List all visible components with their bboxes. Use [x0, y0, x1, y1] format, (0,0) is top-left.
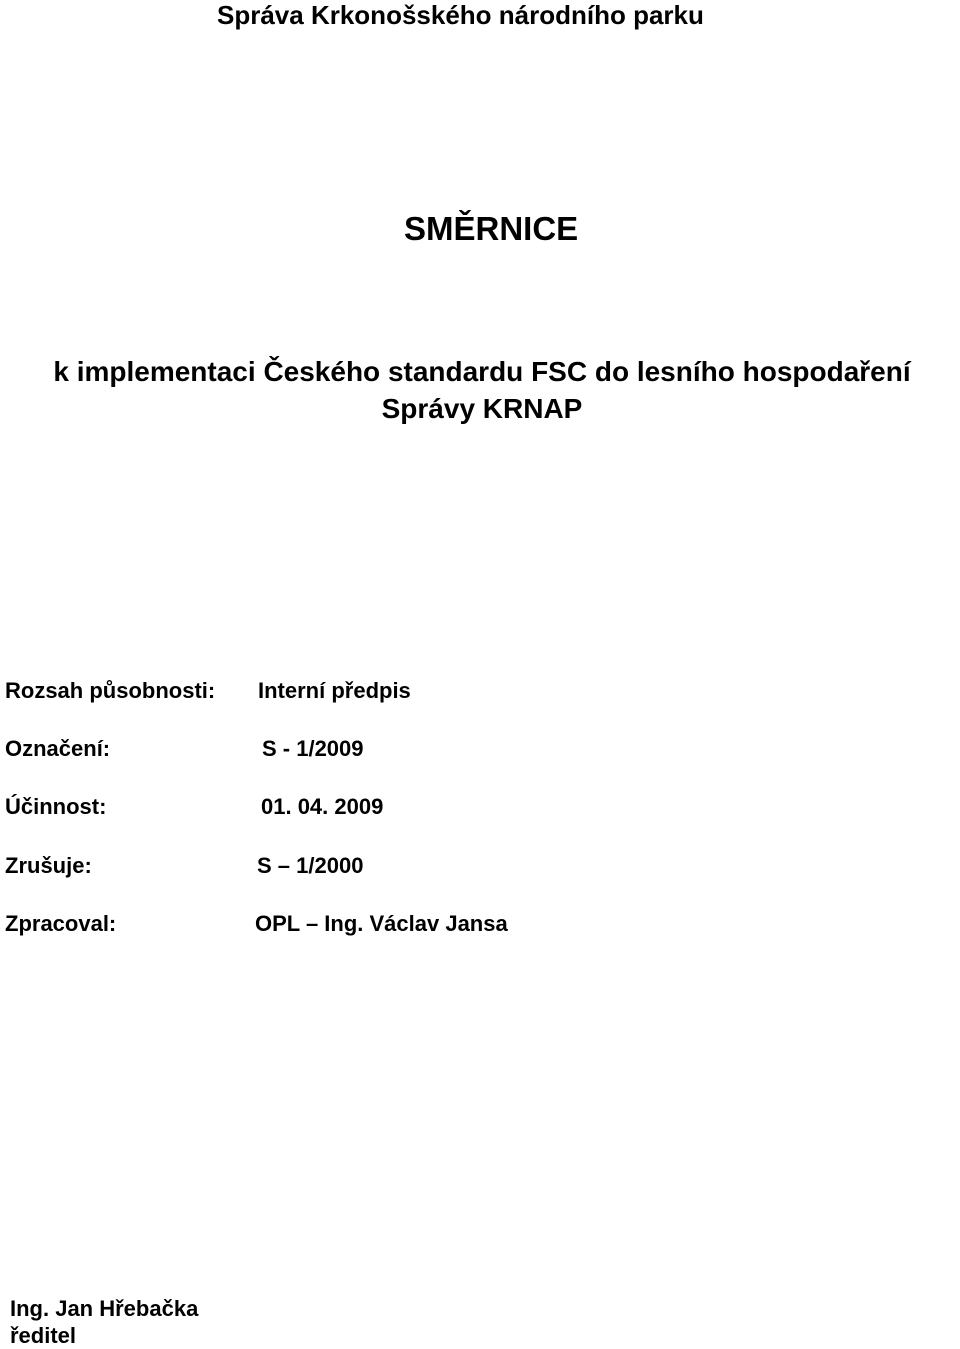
signatory-name: Ing. Jan Hřebačka	[10, 1296, 199, 1321]
meta-value-designation: S - 1/2009	[262, 736, 364, 761]
subtitle-line-1: k implementaci Českého standardu FSC do lesního hospodaření	[53, 356, 911, 387]
meta-value-scope: Interní předpis	[258, 678, 411, 703]
meta-value-prepared-by: OPL – Ing. Václav Jansa	[255, 911, 508, 936]
meta-label-designation: Označení:	[5, 736, 111, 761]
meta-value-effective: 01. 04. 2009	[261, 794, 384, 819]
meta-label-scope: Rozsah působnosti:	[5, 678, 216, 703]
meta-label-supersedes: Zrušuje:	[5, 853, 92, 878]
meta-label-prepared-by: Zpracoval:	[5, 911, 117, 936]
signatory-role: ředitel	[10, 1323, 77, 1348]
document-type-title: SMĚRNICE	[404, 210, 579, 247]
organization-heading: Správa Krkonošského národního parku	[217, 0, 704, 30]
meta-label-effective: Účinnost:	[5, 794, 107, 819]
subtitle-line-2: Správy KRNAP	[381, 393, 583, 424]
meta-value-supersedes: S – 1/2000	[257, 853, 364, 878]
signature-block	[10, 1295, 198, 1349]
document-subtitle	[36, 353, 928, 427]
